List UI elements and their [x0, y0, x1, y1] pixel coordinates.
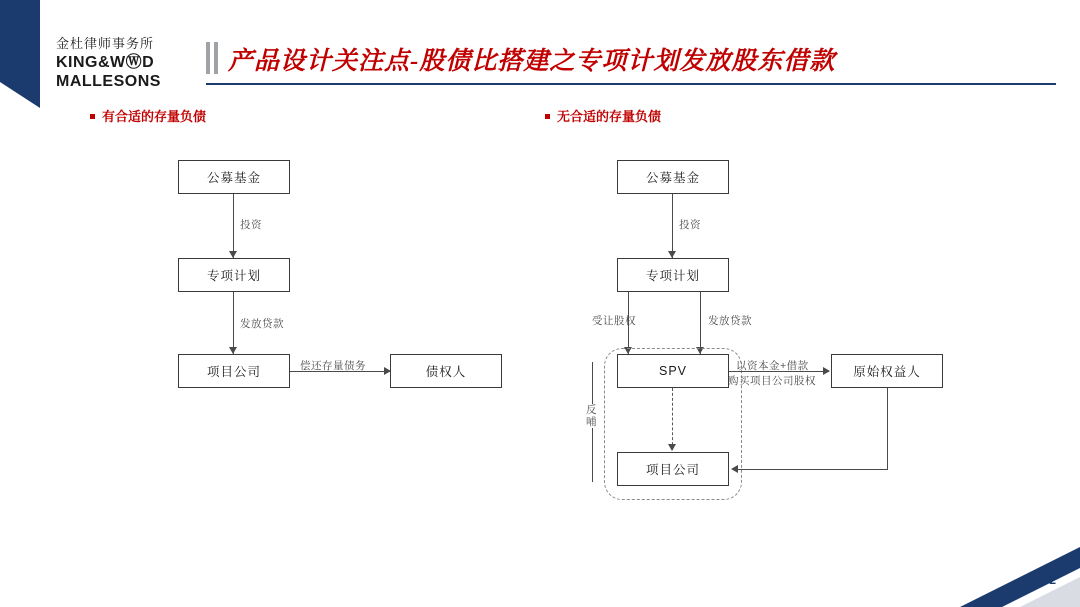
brand-name-en-line1: KING&WⓌD: [56, 54, 155, 72]
edge-label-right-invest: 投资: [679, 219, 701, 231]
edge-right-original-down: [887, 388, 888, 469]
node-right-original: 原始权益人: [831, 354, 943, 388]
edge-right-fund-plan: [672, 194, 673, 258]
arrowhead-down-icon: [668, 251, 676, 258]
section-heading-left: [90, 106, 206, 125]
corner-decoration: [960, 547, 1080, 607]
section-heading-left-label: 有合适的存量负债: [102, 109, 207, 124]
arrowhead-right-icon: [823, 367, 830, 375]
node-right-spv: SPV: [617, 354, 729, 388]
node-left-fund: 公募基金: [178, 160, 290, 194]
section-heading-right-label: 无合适的存量负债: [557, 109, 662, 124]
page-title: 产品设计关注点-股债比搭建之专项计划发放股东借款: [228, 48, 836, 75]
node-right-fund: 公募基金: [617, 160, 729, 194]
bullet-square-icon: [545, 114, 550, 119]
arrowhead-down-icon: [668, 444, 676, 451]
page-number: 32: [1042, 573, 1056, 587]
edge-right-plan-loan: [700, 292, 701, 354]
brand-logo: [56, 36, 206, 92]
edge-label-right-purchase-line2: 购买项目公司股权: [728, 375, 816, 387]
section-heading-right: [545, 106, 661, 125]
edge-label-left-issue-loan: 发放贷款: [240, 318, 284, 330]
bullet-square-icon: [90, 114, 95, 119]
arrowhead-left-icon: [731, 465, 738, 473]
brand-name-en-line2: MALLESONS: [56, 73, 161, 91]
edge-label-right-feedback: 反哺: [586, 404, 597, 429]
edge-left-plan-project: [233, 292, 234, 354]
edge-right-original-project: [738, 469, 888, 470]
edge-label-right-purchase-line1: 以资本金+借款: [736, 360, 809, 372]
edge-label-left-repay: 偿还存量债务: [300, 360, 366, 372]
edge-right-spv-project: [672, 388, 673, 450]
node-left-plan: 专项计划: [178, 258, 290, 292]
title-accent-bars: [206, 42, 222, 74]
title-divider: [206, 83, 1056, 85]
edge-label-right-transfer-equity: 受让股权: [592, 315, 636, 327]
arrowhead-down-icon: [229, 251, 237, 258]
logo-mark: [0, 0, 40, 108]
edge-left-fund-plan: [233, 194, 234, 258]
node-left-creditor: 债权人: [390, 354, 502, 388]
node-left-project: 项目公司: [178, 354, 290, 388]
arrowhead-down-icon: [229, 347, 237, 354]
edge-label-left-invest: 投资: [240, 219, 262, 231]
brand-name-cn: 金杜律师事务所: [56, 36, 155, 51]
edge-label-right-issue-loan: 发放贷款: [708, 315, 752, 327]
node-right-project: 项目公司: [617, 452, 729, 486]
node-right-plan: 专项计划: [617, 258, 729, 292]
